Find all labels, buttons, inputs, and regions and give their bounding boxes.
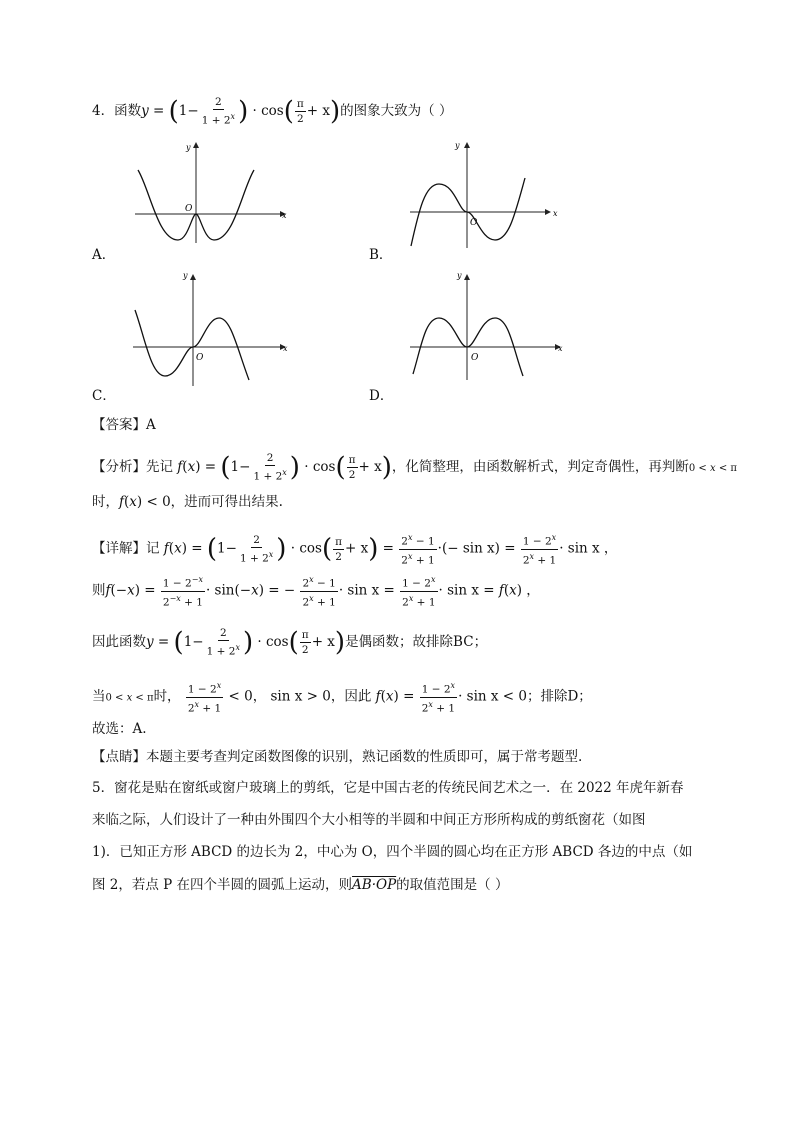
q5-line-2: 来临之际，人们设计了一种由外围四个大小相等的半圆和中间正方形所构成的剪纸窗花（如图 bbox=[92, 812, 646, 828]
option-b-graph bbox=[405, 140, 565, 250]
option-c-y-label: y bbox=[183, 271, 188, 280]
detail-line-4-d: ，因此 bbox=[330, 688, 372, 705]
detail-tag: 【详解】 bbox=[92, 540, 146, 557]
analysis-text-d: ，进而可得出结果. bbox=[170, 494, 283, 510]
answer-line bbox=[92, 416, 156, 434]
analysis-line-2: 时，f(x) < 0，进而可得出结果. bbox=[92, 494, 283, 510]
option-d-graph bbox=[405, 268, 570, 383]
option-a-y-label: y bbox=[186, 143, 191, 152]
q4-stem: 4．函数y = (1− $\frac{2}{1 + 2^x}$ ) · cos( $\frac{\pi}{2}$ + x)的图象大致为（ ） bbox=[92, 96, 453, 127]
detail-line-4: 当0 < x < π时， $\frac{1 - 2^x}{2^x + 1}$ < 0， sin x > 0，因此 f(x) = $\frac{1 - 2^x}{2^x + 1}$ · sin x < 0；排除D； bbox=[92, 681, 592, 714]
detail-line-1: 【详解】记 f(x) = (1− $\frac{2}{1 + 2^x}$ ) · cos( $\frac{\pi}{2}$ + x) = $\frac{2^x - 1}{2^x + 1}$ ·(− sin x) = $\frac{1 - 2^x}{2^x + 1}$ · sin x ， bbox=[92, 533, 618, 566]
q5-line-4 bbox=[92, 876, 508, 894]
detail-line-2-prefix: 则 bbox=[92, 582, 106, 599]
q5-line-3: 1)．已知正方形 ABCD 的边长为 2，中心为 O，四个半圆的圆心均在正方形 ABCD 各边的中点（如 bbox=[92, 844, 693, 860]
detail-line-3-suffix: 是偶函数；故排除BC； bbox=[345, 633, 488, 650]
option-b-label[interactable]: B． bbox=[369, 247, 393, 263]
analysis-text-c: 时， bbox=[92, 494, 119, 510]
option-b-origin: O bbox=[470, 218, 478, 228]
option-d-x-label: x bbox=[558, 344, 563, 353]
q4-stem-suffix: 的图象大致为（ ） bbox=[340, 102, 453, 119]
detail-line-4-e: ；排除D； bbox=[526, 688, 592, 705]
comment-text: 本题主要考查判定函数图像的识别，熟记函数的性质即可，属于常考题型. bbox=[146, 749, 583, 765]
option-a-label[interactable]: A． bbox=[92, 247, 116, 263]
q5-line-1: 5．窗花是贴在窗纸或窗户玻璃上的剪纸，它是中国古老的传统民间艺术之一．在 2022 年虎年新春 bbox=[92, 780, 684, 796]
detail-line-3-prefix: 因此函数 bbox=[92, 633, 146, 650]
option-c-x-label: x bbox=[283, 344, 288, 353]
answer-value: A bbox=[146, 417, 156, 433]
option-c-graph bbox=[125, 268, 295, 388]
analysis-line-1: 【分析】先记 f(x) = (1− $\frac{2}{1 + 2^x}$ ) · cos( $\frac{\pi}{2}$ + x)，化简整理，由函数解析式，判定奇偶性，再判断0 < x < π bbox=[92, 452, 737, 483]
option-a-x-label: x bbox=[282, 211, 287, 220]
comment-line bbox=[92, 748, 582, 766]
option-a-graph bbox=[130, 140, 300, 245]
detail-line-4-b: 时， bbox=[153, 688, 181, 705]
analysis-tag: 【分析】 bbox=[92, 458, 146, 475]
detail-line-4-c: ， bbox=[252, 688, 267, 705]
answer-tag: 【答案】 bbox=[92, 417, 146, 433]
option-b-y-label: y bbox=[455, 141, 460, 150]
option-d-label[interactable]: D． bbox=[369, 388, 394, 404]
option-a-origin: O bbox=[185, 204, 193, 214]
detail-line-4-a: 当 bbox=[92, 688, 106, 705]
q5-line-4-b: 的取值范围是（ ） bbox=[396, 877, 509, 893]
analysis-text-a: 先记 bbox=[146, 458, 173, 475]
comment-tag: 【点睛】 bbox=[92, 749, 146, 765]
option-d-y-label: y bbox=[457, 271, 462, 280]
option-d-origin: O bbox=[471, 353, 479, 363]
q5-vector-expression: AB·OP bbox=[352, 877, 397, 893]
detail-line-2: 则f(−x) = $\frac{1 - 2^{-x}}{2^{-x} + 1}$ · sin(−x) = − $\frac{2^x - 1}{2^x + 1}$ · sin x = $\frac{1 - 2^x}{2^x + 1}$ · sin x = f(x) ， bbox=[92, 575, 540, 608]
option-b-x-label: x bbox=[553, 209, 558, 218]
choose-line: 故选：A. bbox=[92, 721, 147, 737]
q5-line-4-a: 图 2，若点 P 在四个半圆的圆弧上运动，则 bbox=[92, 877, 353, 893]
detail-line-3: 因此函数y = (1− $\frac{2}{1 + 2^x}$ ) · cos( $\frac{\pi}{2}$ + x)是偶函数；故排除BC； bbox=[92, 627, 488, 658]
option-c-origin: O bbox=[196, 353, 204, 363]
q4-stem-prefix: 4．函数 bbox=[92, 102, 142, 119]
analysis-text-b: ，化简整理，由函数解析式，判定奇偶性，再判断 bbox=[391, 458, 689, 475]
option-c-label[interactable]: C． bbox=[92, 388, 116, 404]
detail-text-a: 记 bbox=[146, 540, 160, 557]
